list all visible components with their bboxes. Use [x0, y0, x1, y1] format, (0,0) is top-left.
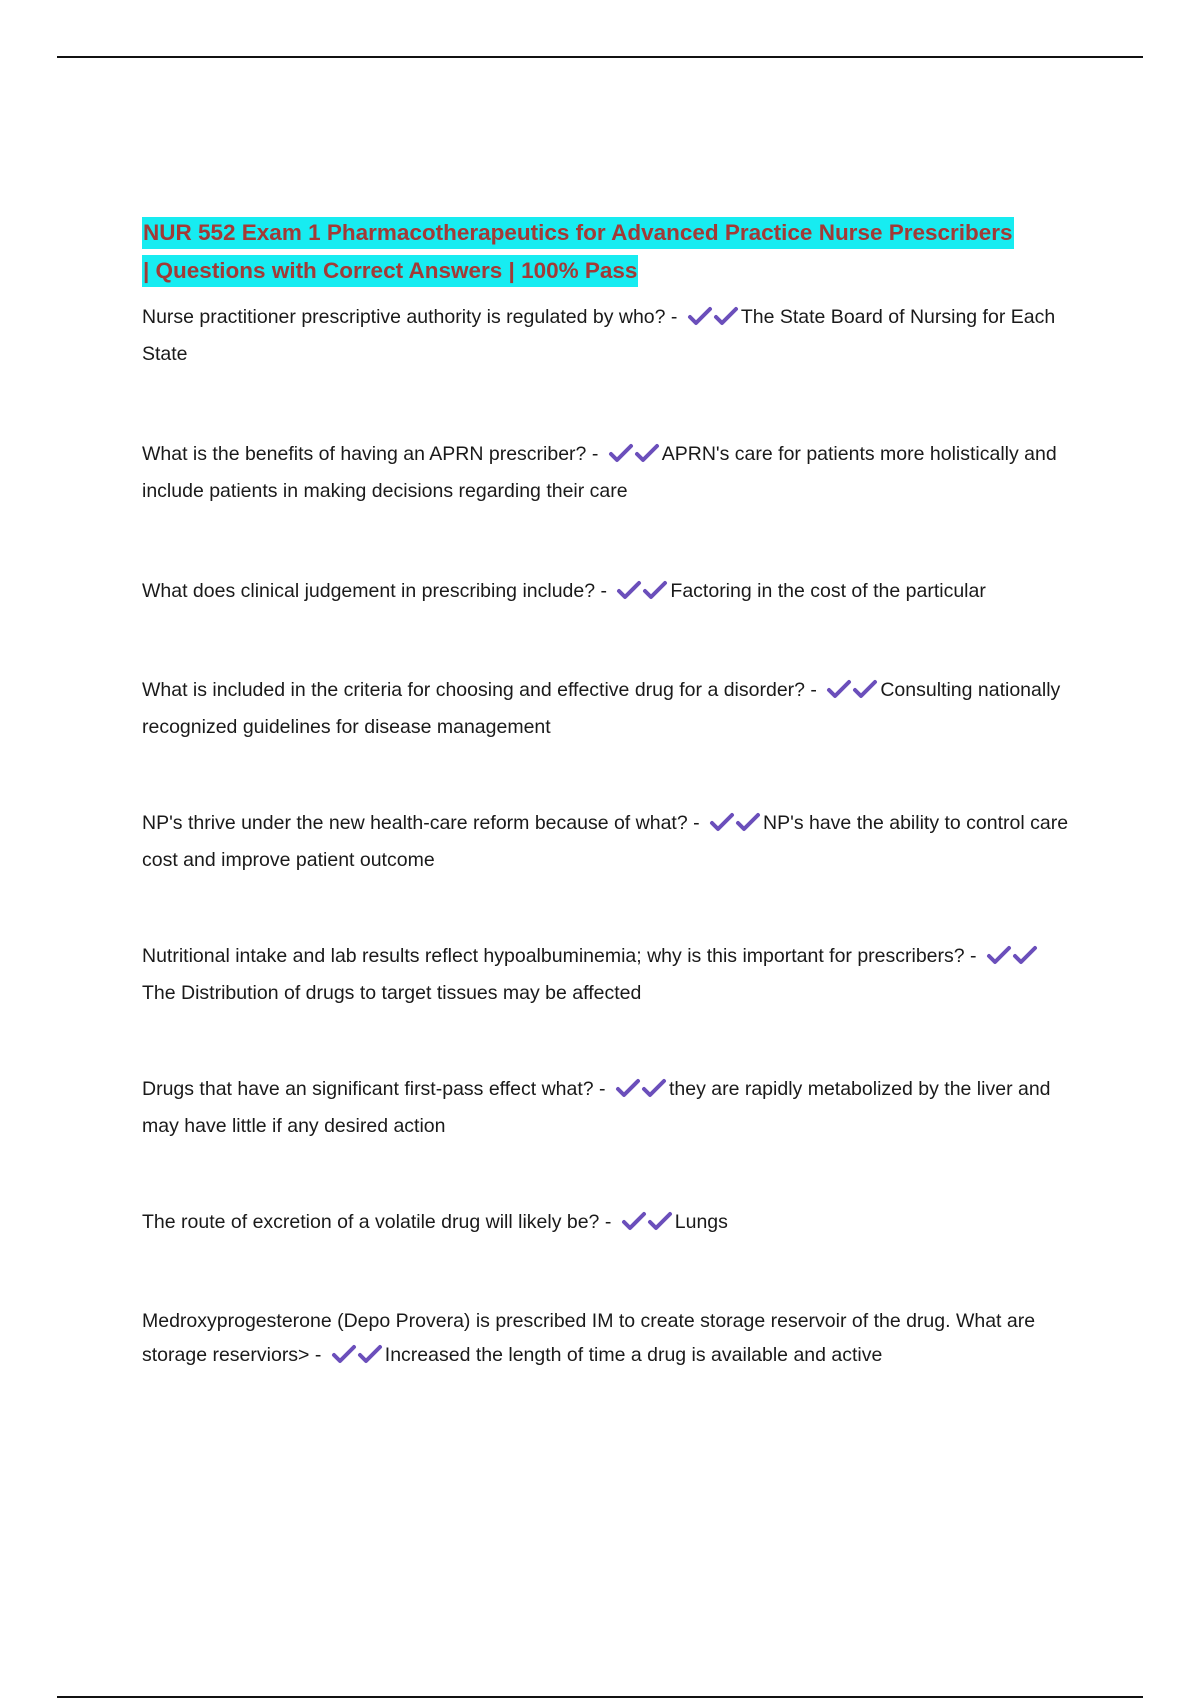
answer-text: The State Board of Nursing for Each State — [142, 306, 1056, 365]
checkmark-icon — [621, 1211, 647, 1231]
top-rule — [57, 56, 1143, 58]
checkmark-icon — [331, 1344, 357, 1364]
check-marks — [621, 1208, 673, 1242]
checkmark-icon — [852, 679, 878, 699]
check-marks — [616, 577, 668, 611]
check-marks — [986, 942, 1038, 976]
checkmark-icon — [735, 812, 761, 832]
answer-text: NP's have the ability to control care cost and improve patient outcome — [142, 812, 1069, 871]
answer-text: Factoring in the cost of the particular — [670, 580, 986, 602]
question-text: NP's thrive under the new health-care reform because of what? - — [142, 812, 700, 834]
check-marks — [709, 809, 761, 843]
qa-item — [142, 574, 1072, 611]
checkmark-icon — [608, 443, 634, 463]
answer-text: The Distribution of drugs to target tissues may be affected — [142, 982, 642, 1004]
question-text: The route of excretion of a volatile drug will likely be? - — [142, 1211, 612, 1233]
checkmark-icon — [641, 1078, 667, 1098]
checkmark-icon — [616, 580, 642, 600]
check-marks — [608, 440, 660, 474]
qa-item — [142, 806, 1072, 877]
document-body — [142, 214, 1072, 1375]
qa-item — [142, 300, 1072, 371]
qa-item — [142, 1304, 1072, 1375]
title-line-2: | Questions with Correct Answers | 100% Pass — [142, 255, 638, 287]
title-line-1: NUR 552 Exam 1 Pharmacotherapeutics for Advanced Practice Nurse Prescribers — [142, 217, 1014, 249]
qa-item — [142, 437, 1072, 508]
checkmark-icon — [357, 1344, 383, 1364]
answer-text: Increased the length of time a drug is available and active — [384, 1344, 883, 1366]
question-text: Nutritional intake and lab results reflect hypoalbuminemia; why is this important for prescribers? - — [142, 945, 977, 967]
checkmark-icon — [687, 306, 713, 326]
checkmark-icon — [642, 580, 668, 600]
check-marks — [331, 1341, 383, 1375]
question-text: Medroxyprogesterone (Depo Provera) is prescribed IM to create storage reservoir of the drug. What are storage reserviors> - — [142, 1310, 1036, 1366]
question-text: What is included in the criteria for choosing and effective drug for a disorder? - — [142, 679, 817, 701]
answer-text: Consulting nationally recognized guidelines for disease management — [142, 679, 1061, 738]
check-marks — [826, 676, 878, 710]
question-text: Drugs that have an significant first-pass effect what? - — [142, 1078, 606, 1100]
question-text: Nurse practitioner prescriptive authority is regulated by who? - — [142, 306, 678, 328]
bottom-rule — [57, 1696, 1143, 1698]
document-title — [142, 214, 1072, 290]
answer-text: they are rapidly metabolized by the liver and may have little if any desired action — [142, 1078, 1051, 1137]
answer-text: Lungs — [674, 1211, 728, 1233]
checkmark-icon — [986, 945, 1012, 965]
checkmark-icon — [709, 812, 735, 832]
checkmark-icon — [615, 1078, 641, 1098]
qa-item — [142, 1072, 1072, 1143]
check-marks — [687, 303, 739, 337]
checkmark-icon — [1012, 945, 1038, 965]
checkmark-icon — [647, 1211, 673, 1231]
check-marks — [615, 1075, 667, 1109]
question-text: What does clinical judgement in prescribing include? - — [142, 580, 607, 602]
qa-item — [142, 673, 1072, 744]
checkmark-icon — [826, 679, 852, 699]
question-text: What is the benefits of having an APRN prescriber? - — [142, 443, 599, 465]
checkmark-icon — [634, 443, 660, 463]
qa-item — [142, 939, 1072, 1010]
answer-text: APRN's care for patients more holistically and include patients in making decisions regarding their care — [142, 443, 1057, 502]
checkmark-icon — [713, 306, 739, 326]
qa-item — [142, 1205, 1072, 1242]
